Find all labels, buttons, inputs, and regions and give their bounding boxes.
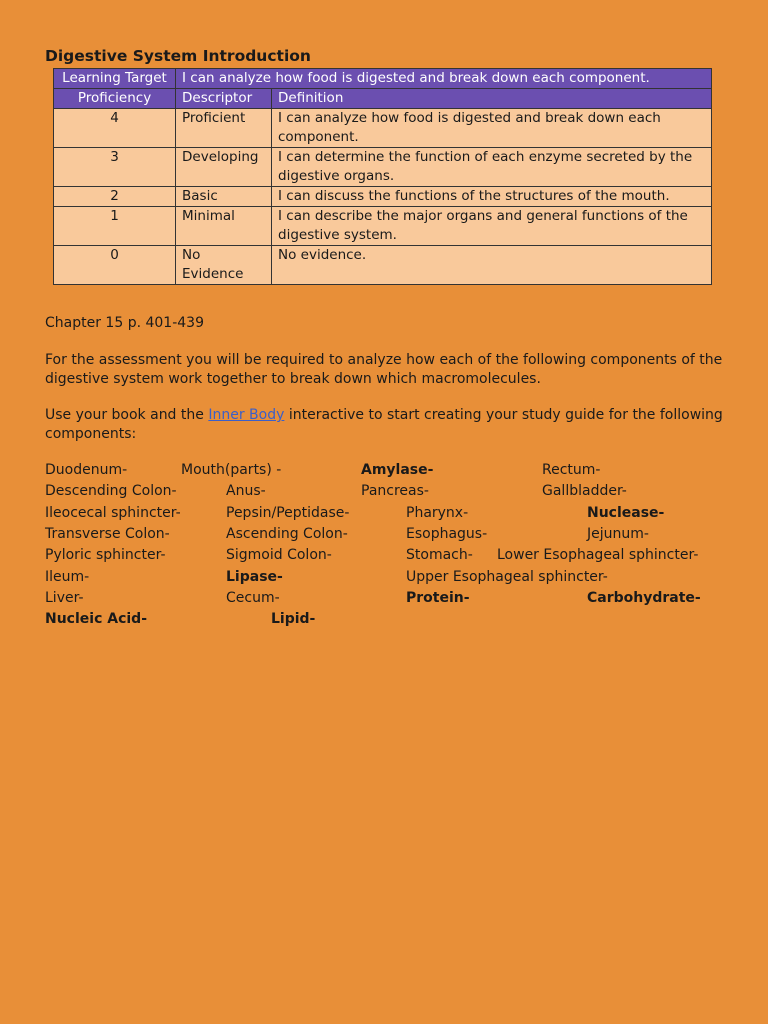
component-item: Nuclease- xyxy=(587,505,665,521)
definition: I can describe the major organs and general functions of the digestive system. xyxy=(272,207,712,246)
descriptor: No Evidence xyxy=(176,246,272,285)
table-row xyxy=(54,246,712,285)
component-item: Upper Esophageal sphincter- xyxy=(406,569,608,585)
component-item: Ascending Colon- xyxy=(226,526,348,542)
learning-target-label: Learning Target xyxy=(54,69,176,89)
study-text-after: interactive to start creating your study guide for the following components: xyxy=(45,407,723,442)
chapter-reference: Chapter 15 p. 401-439 xyxy=(45,315,204,331)
header-descriptor: Descriptor xyxy=(176,89,272,109)
proficiency-level: 4 xyxy=(54,109,176,148)
component-item: Pancreas- xyxy=(361,483,429,499)
component-item: Rectum- xyxy=(542,462,601,478)
component-item: Lower Esophageal sphincter- xyxy=(497,547,699,563)
definition: I can analyze how food is digested and break down each component. xyxy=(272,109,712,148)
component-item: Gallbladder- xyxy=(542,483,627,499)
descriptor: Proficient xyxy=(176,109,272,148)
descriptor: Developing xyxy=(176,148,272,187)
component-item: Stomach- xyxy=(406,547,473,563)
component-item: Carbohydrate- xyxy=(587,590,701,606)
component-item: Pyloric sphincter- xyxy=(45,547,166,563)
component-item: Transverse Colon- xyxy=(45,526,170,542)
page-title: Digestive System Introduction xyxy=(45,47,311,65)
component-item: Nucleic Acid- xyxy=(45,611,148,627)
component-item: Liver- xyxy=(45,590,84,606)
descriptor: Basic xyxy=(176,187,272,207)
header-proficiency: Proficiency xyxy=(54,89,176,109)
proficiency-level: 0 xyxy=(54,246,176,285)
component-item: Pepsin/Peptidase- xyxy=(226,505,350,521)
component-item: Amylase- xyxy=(361,462,434,478)
study-guide-paragraph xyxy=(45,406,725,444)
component-item: Cecum- xyxy=(226,590,280,606)
descriptor: Minimal xyxy=(176,207,272,246)
component-item: Lipid- xyxy=(271,611,316,627)
table-row xyxy=(54,109,712,148)
component-item: Descending Colon- xyxy=(45,483,177,499)
proficiency-level: 1 xyxy=(54,207,176,246)
study-text-before: Use your book and the xyxy=(45,407,209,423)
proficiency-level: 2 xyxy=(54,187,176,207)
component-item: Duodenum- xyxy=(45,462,128,478)
proficiency-level: 3 xyxy=(54,148,176,187)
component-item: Ileum- xyxy=(45,569,90,585)
component-item: Esophagus- xyxy=(406,526,488,542)
definition: No evidence. xyxy=(272,246,712,285)
rubric-header-row xyxy=(54,89,712,109)
component-item: Ileocecal sphincter- xyxy=(45,505,181,521)
component-item: Lipase- xyxy=(226,569,283,585)
component-item: Anus- xyxy=(226,483,266,499)
assessment-paragraph: For the assessment you will be required to analyze how each of the following components of the digestive system work together to break down which macromolecules. xyxy=(45,352,723,387)
component-item: Pharynx- xyxy=(406,505,469,521)
definition: I can discuss the functions of the structures of the mouth. xyxy=(272,187,712,207)
header-definition: Definition xyxy=(272,89,712,109)
table-row xyxy=(54,148,712,187)
learning-target-row xyxy=(54,69,712,89)
definition: I can determine the function of each enzyme secreted by the digestive organs. xyxy=(272,148,712,187)
inner-body-link[interactable]: Inner Body xyxy=(208,407,285,423)
component-item: Mouth(parts) - xyxy=(181,462,282,478)
table-row xyxy=(54,207,712,246)
table-row xyxy=(54,187,712,207)
component-item: Sigmoid Colon- xyxy=(226,547,332,563)
component-item: Jejunum- xyxy=(587,526,649,542)
rubric-table xyxy=(53,68,712,285)
learning-target-text: I can analyze how food is digested and break down each component. xyxy=(176,69,712,89)
component-item: Protein- xyxy=(406,590,470,606)
